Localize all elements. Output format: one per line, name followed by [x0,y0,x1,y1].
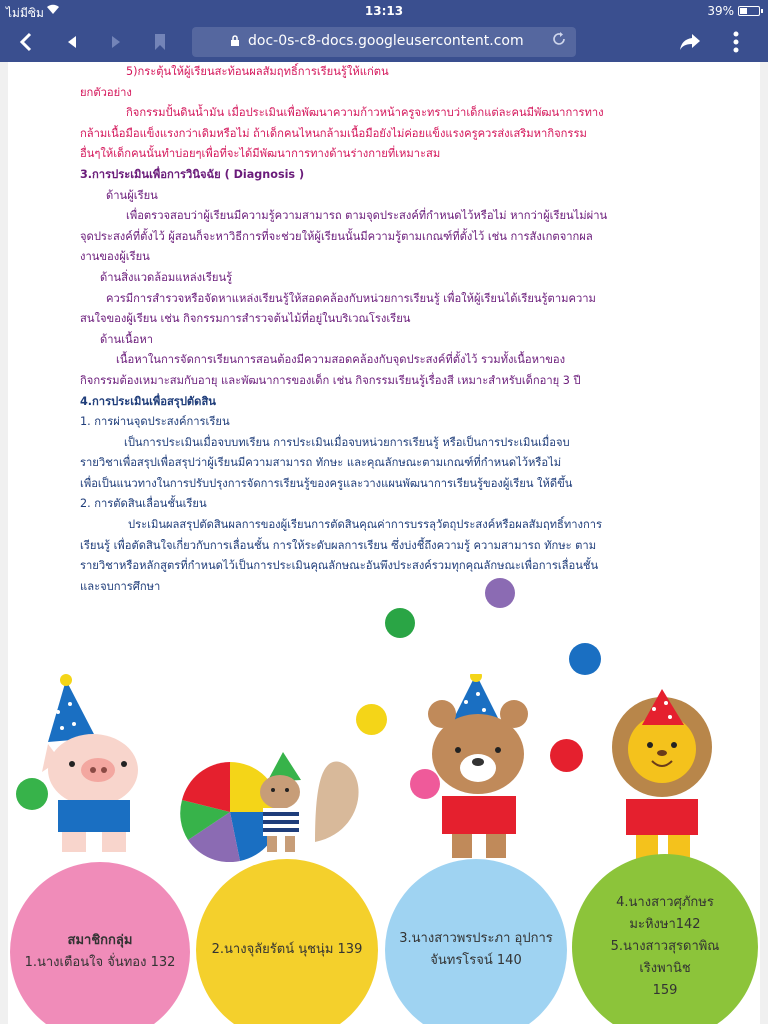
share-icon[interactable] [676,28,704,56]
member-4-5-names: 4.นางสาวศุภักษร มะหิงษา142 5.นางสาวสุรดาพิณ เริงพานิช 159 [610,895,720,998]
document-page [0,62,768,1024]
text-line: ด้านเนื้อหา [100,332,154,346]
browser-toolbar [0,22,768,62]
reload-icon[interactable] [550,30,568,53]
text-line: และจบการศึกษา [80,579,161,593]
lock-icon [230,35,240,50]
bookmark-icon[interactable] [146,28,174,56]
green-ball [385,608,415,638]
red-ball [550,739,583,772]
text-line: ควรมีการสำรวจหรือจัดหาแหล่งเรียนรู้ให้สอดคล้องกับหน่วยการเรียนรู้ เพื่อให้ผู้เรียนได้เรียนรู้ตามความ [106,291,596,305]
url-bar[interactable] [192,27,576,57]
back-chevron-icon[interactable] [12,28,40,56]
text-line: 1. การผ่านจุดประสงค์การเรียน [80,415,230,429]
text-line: กิจกรรมต้องเหมาะสมกับอายุ และพัฒนาการของเด็ก เช่น กิจกรรมเรียนรู้เรื่องสี เหมาะสำหรับเด็กอายุ 3 ปี [80,373,581,387]
lion-character-illustration [592,687,732,877]
url-text: doc-0s-c8-docs.googleusercontent.com [248,33,524,49]
next-icon[interactable] [102,28,130,56]
text-line: จุดประสงค์ที่ตั้งไว้ ผู้สอนก็จะหาวิธีการที่จะช่วยให้ผู้เรียนนั้นมีความรู้ตามเกณฑ์ที่ตั้งไว้ เช่น การสังเกตจากผล [80,229,593,243]
bear-character-illustration [420,674,550,864]
member-circle-4 [572,854,758,1024]
section-heading: 4.การประเมินเพื่อสรุปตัดสิน [80,394,216,408]
status-bar [0,0,768,22]
previous-icon[interactable] [58,28,86,56]
text-line: 2. การตัดสินเลื่อนชั้นเรียน [80,497,207,511]
members-title: สมาชิกกลุ่ม [67,933,133,948]
more-menu-icon[interactable] [722,28,750,56]
text-line: รายวิชาหรือหลักสูตรที่กำหนดไว้เป็นการประเมินคุณลักษณะอันพึงประสงค์รวมทุกคุณลักษณะเพื่อการเลื่อนชั้น [80,559,599,573]
text-line: กิจกรรมปั้นดินน้ำมัน เมื่อประเมินเพื่อพัฒนาความก้าวหน้าครูจะทราบว่าเด็กแต่ละคนมีพัฒนาการทาง [126,106,604,120]
carrier-label: ไม่มีซิม [6,6,44,20]
member-circle-2 [196,859,378,1024]
squirrel-character-illustration [245,752,365,862]
text-line: สนใจของผู้เรียน เช่น กิจกรรมการสำรวจต้นไม้ที่อยู่ในบริเวณโรงเรียน [80,312,411,326]
pig-character-illustration [38,672,158,862]
clock: 13:13 [364,4,404,18]
member-3-name: 3.นางสาวพรประภา อุปการ จันทรโรจน์ 140 [399,931,553,968]
text-line: รายวิชาเพื่อสรุปเพื่อสรุปว่าผู้เรียนมีความสามารถ ทักษะ และคุณลักษณะตามเกณฑ์ที่กำหนดไว้หรือไม่ [80,456,562,470]
text-line: เนื้อหาในการจัดการเรียนการสอนต้องมีความสอดคล้องกับจุดประสงค์ที่ตั้งไว้ รวมทั้งเนื้อหาของ [116,353,566,367]
text-line: ประเมินผลสรุปตัดสินผลการของผู้เรียนการตัดสินคุณค่าการบรรลุวัตถุประสงค์หรือผลสัมฤทธิ์ทางการ [128,518,603,532]
blue-ball [569,643,601,675]
battery-percent: 39% [707,4,734,18]
text-line: อื่นๆให้เด็กคนนั้นทำบ่อยๆเพื่อที่จะได้มีพัฒนาการทางด้านร่างกายที่เหมาะสม [80,147,441,161]
text-line: ยกตัวอย่าง [80,85,132,99]
left-margin [0,62,8,1024]
purple-ball [485,578,515,608]
section-heading: 3.การประเมินเพื่อการวินิจฉัย ( Diagnosis ) [80,167,305,181]
text-line: เป็นการประเมินเมื่อจบบทเรียน การประเมินเมื่อจบหน่วยการเรียนรู้ หรือเป็นการประเมินเมื่อจบ [124,435,570,449]
battery-fill [740,8,747,14]
yellow-ball [356,704,387,735]
text-line: เพื่อเป็นแนวทางในการปรับปรุงการจัดการเรียนรู้ของครูและวางแผนพัฒนาการเรียนรู้ของผู้เรียน ให้ดีขึ้น [80,476,573,490]
member-circle-1 [10,862,190,1024]
text-line: ด้านผู้เรียน [106,188,158,202]
text-line: กล้ามเนื้อมือแข็งแรงกว่าเดิมหรือไม่ ถ้าเด็กคนไหนกล้ามเนื้อมือยังไม่ค่อยแข็งแรงครูควรส่งเสริมหากิจกรรม [80,126,587,140]
member-circle-3 [385,859,567,1024]
document-text [80,62,690,597]
text-line: งานของผู้เรียน [80,250,150,264]
text-line: 5)กระตุ้นให้ผู้เรียนสะท้อนผลสัมฤทธิ์การเรียนรู้ให้แก่ตน [126,65,389,78]
member-2-name: 2.นางจุลัยรัตน์ นุชนุ่ม 139 [211,942,363,957]
right-margin [760,62,768,1024]
battery-icon [738,6,760,16]
text-line: ด้านสิ่งแวดล้อมแหล่งเรียนรู้ [100,270,233,284]
text-line: เรียนรู้ เพื่อตัดสินใจเกี่ยวกับการเลื่อนชั้น การให้ระดับผลการเรียน ซึ่งบ่งชี้ถึงความรู้ ความสามารถ ทักษะ ตาม [80,538,597,552]
member-1-name: 1.นางเตือนใจ จั่นทอง 132 [24,955,176,970]
text-line: เพื่อตรวจสอบว่าผู้เรียนมีความรู้ความสามารถ ตามจุดประสงค์ที่กำหนดไว้หรือไม่ หากว่าผู้เรียนไม่ผ่าน [126,209,608,223]
